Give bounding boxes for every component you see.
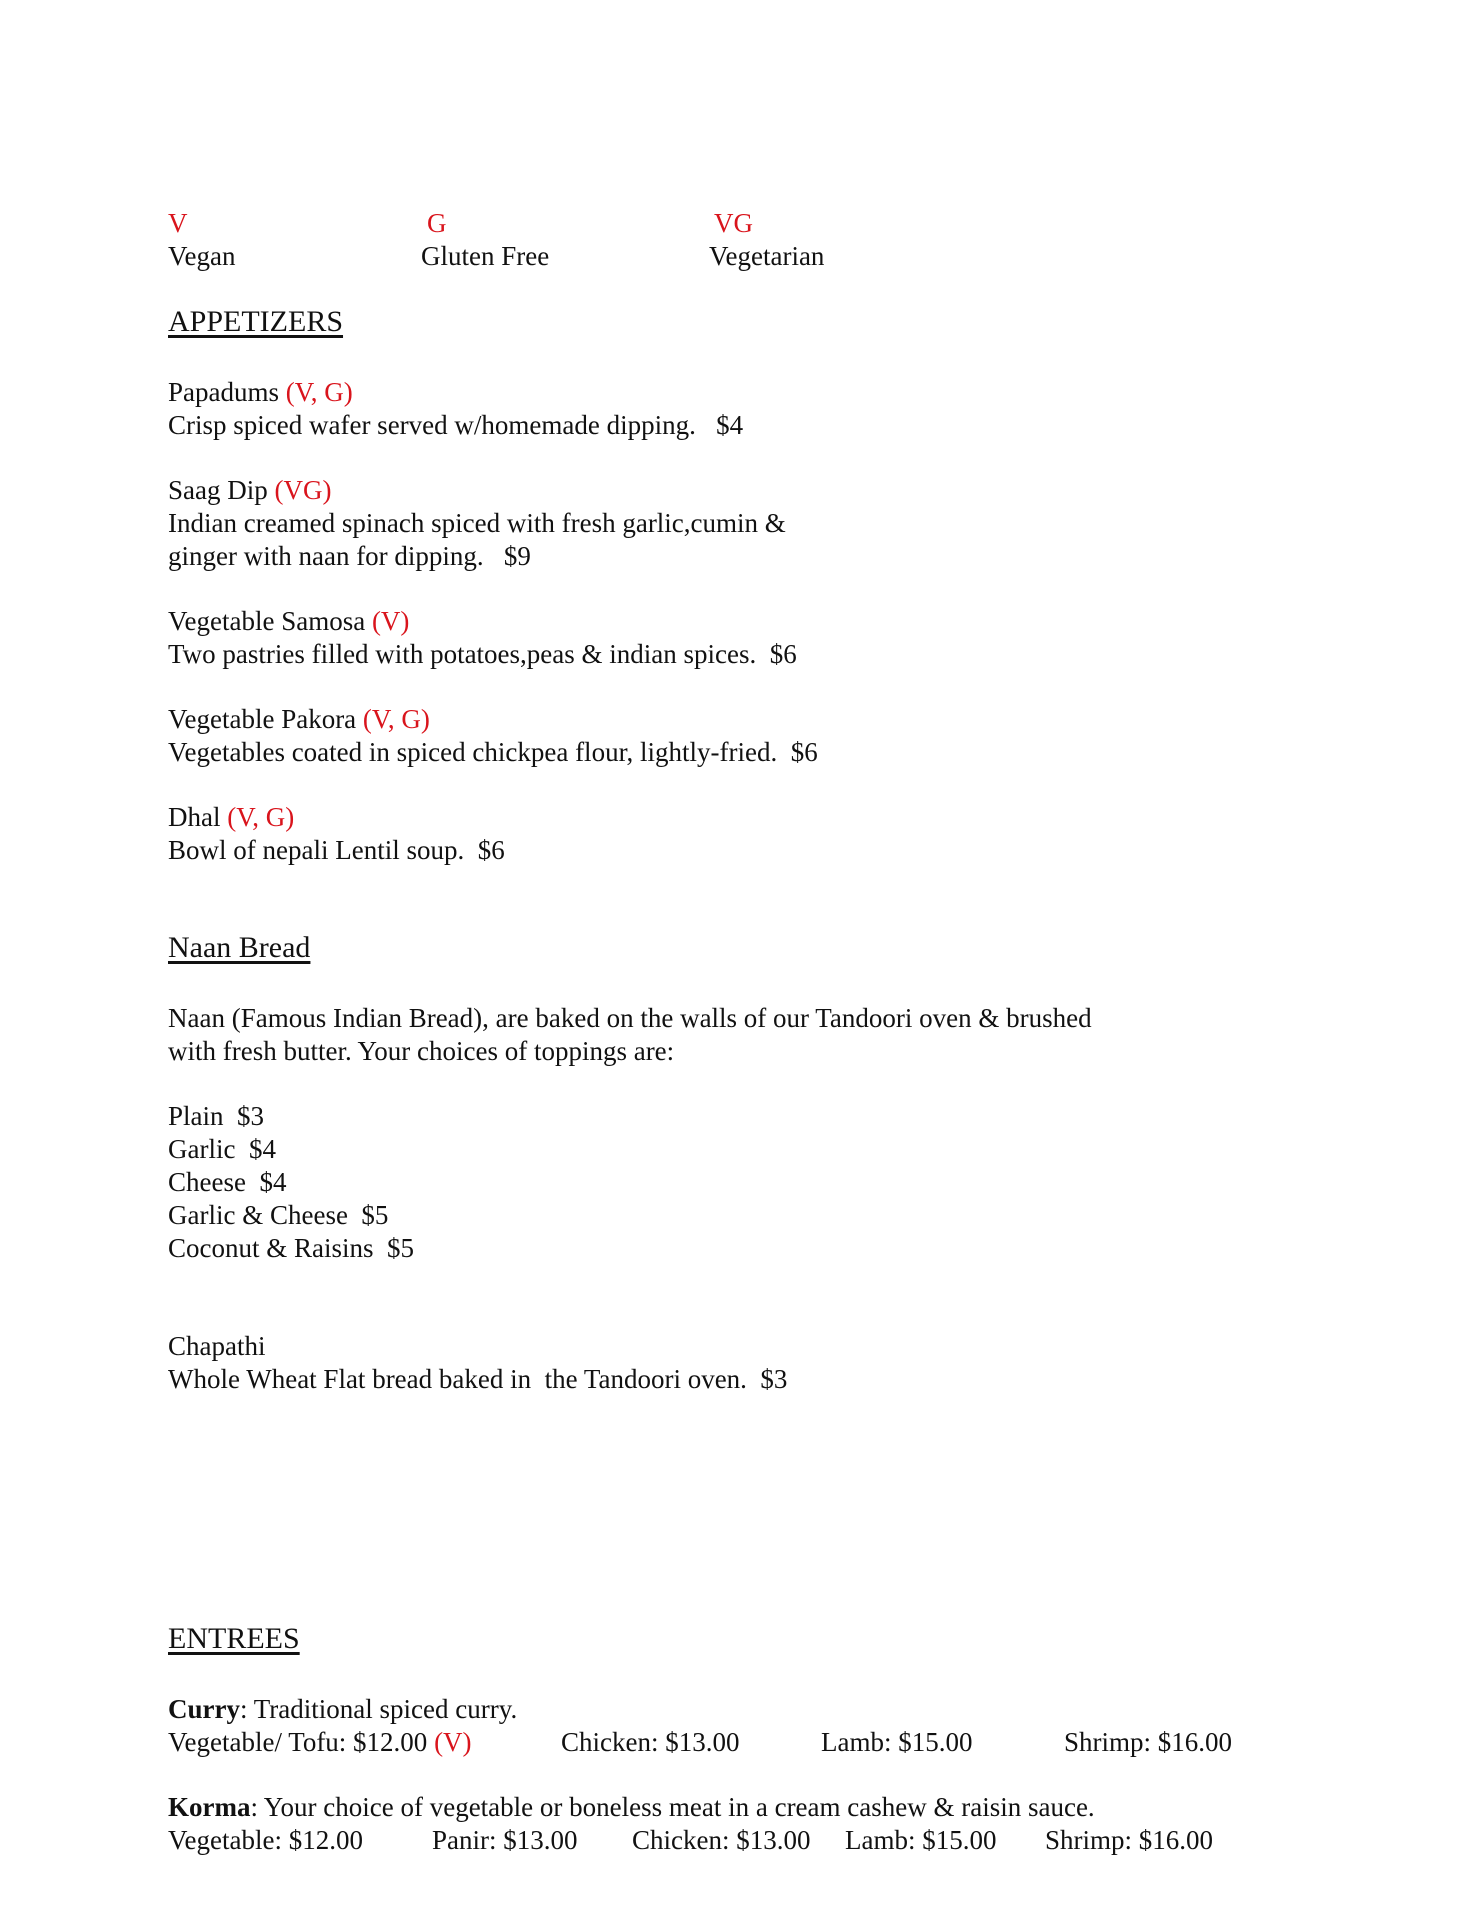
legend-label-gluten-free: Gluten Free	[421, 241, 550, 271]
diet-tag: (V)	[434, 1727, 472, 1757]
price-lamb: Lamb: $15.00	[821, 1727, 973, 1757]
diet-tag: (V)	[371, 606, 410, 636]
price-chicken: Chicken: $13.00	[561, 1727, 740, 1757]
legend-code-vegetarian: VG	[714, 208, 753, 238]
item-description: : Traditional spiced curry.	[239, 1694, 518, 1724]
diet-tag: (V, G)	[227, 802, 295, 832]
price-lamb: Lamb: $15.00	[845, 1825, 997, 1855]
item-description: Indian creamed spinach spiced with fresh garlic,cumin &	[168, 508, 786, 538]
item-name: Vegetable Pakora	[168, 704, 357, 734]
price-shrimp: Shrimp: $16.00	[1064, 1727, 1233, 1757]
item-name: Korma	[168, 1792, 251, 1822]
list-item: Plain $3	[168, 1101, 265, 1131]
legend-label-vegan: Vegan	[168, 241, 236, 271]
item-name: Saag Dip	[168, 475, 268, 505]
item-description: Whole Wheat Flat bread baked in the Tandoori oven. $3	[168, 1364, 788, 1394]
item-description: Vegetables coated in spiced chickpea flour, lightly-fried. $6	[168, 737, 818, 767]
list-item: Garlic $4	[168, 1134, 276, 1164]
price-vegetable: Vegetable: $12.00	[168, 1825, 363, 1855]
diet-tag: (VG)	[274, 475, 332, 505]
item-description: Two pastries filled with potatoes,peas & indian spices. $6	[168, 639, 797, 669]
diet-tag: (V, G)	[362, 704, 430, 734]
price-panir: Panir: $13.00	[432, 1825, 578, 1855]
price-shrimp: Shrimp: $16.00	[1045, 1825, 1214, 1855]
appetizers-heading: APPETIZERS	[168, 305, 344, 338]
item-description: ginger with naan for dipping. $9	[168, 541, 531, 571]
item-description: Crisp spiced wafer served w/homemade dipping. $4	[168, 410, 744, 440]
item-name: Papadums	[168, 377, 279, 407]
legend-code-gluten-free: G	[427, 208, 447, 238]
naan-intro-line: Naan (Famous Indian Bread), are baked on the walls of our Tandoori oven & brushed	[168, 1003, 1092, 1033]
price-vegetable-tofu: Vegetable/ Tofu: $12.00	[168, 1727, 428, 1757]
diet-tag: (V, G)	[285, 377, 353, 407]
naan-heading: Naan Bread	[168, 931, 311, 964]
item-description: : Your choice of vegetable or boneless meat in a cream cashew & raisin sauce.	[250, 1792, 1095, 1822]
legend-label-vegetarian: Vegetarian	[709, 241, 825, 271]
item-name: Chapathi	[168, 1331, 266, 1361]
item-name: Vegetable Samosa	[168, 606, 366, 636]
item-name: Dhal	[168, 802, 221, 832]
list-item: Cheese $4	[168, 1167, 287, 1197]
legend-code-vegan: V	[168, 208, 188, 238]
naan-intro-line: with fresh butter. Your choices of toppings are:	[168, 1036, 675, 1066]
item-name: Curry	[168, 1694, 240, 1724]
entrees-heading: ENTREES	[168, 1622, 300, 1655]
list-item: Coconut & Raisins $5	[168, 1233, 415, 1263]
price-chicken: Chicken: $13.00	[632, 1825, 811, 1855]
list-item: Garlic & Cheese $5	[168, 1200, 389, 1230]
item-description: Bowl of nepali Lentil soup. $6	[168, 835, 505, 865]
